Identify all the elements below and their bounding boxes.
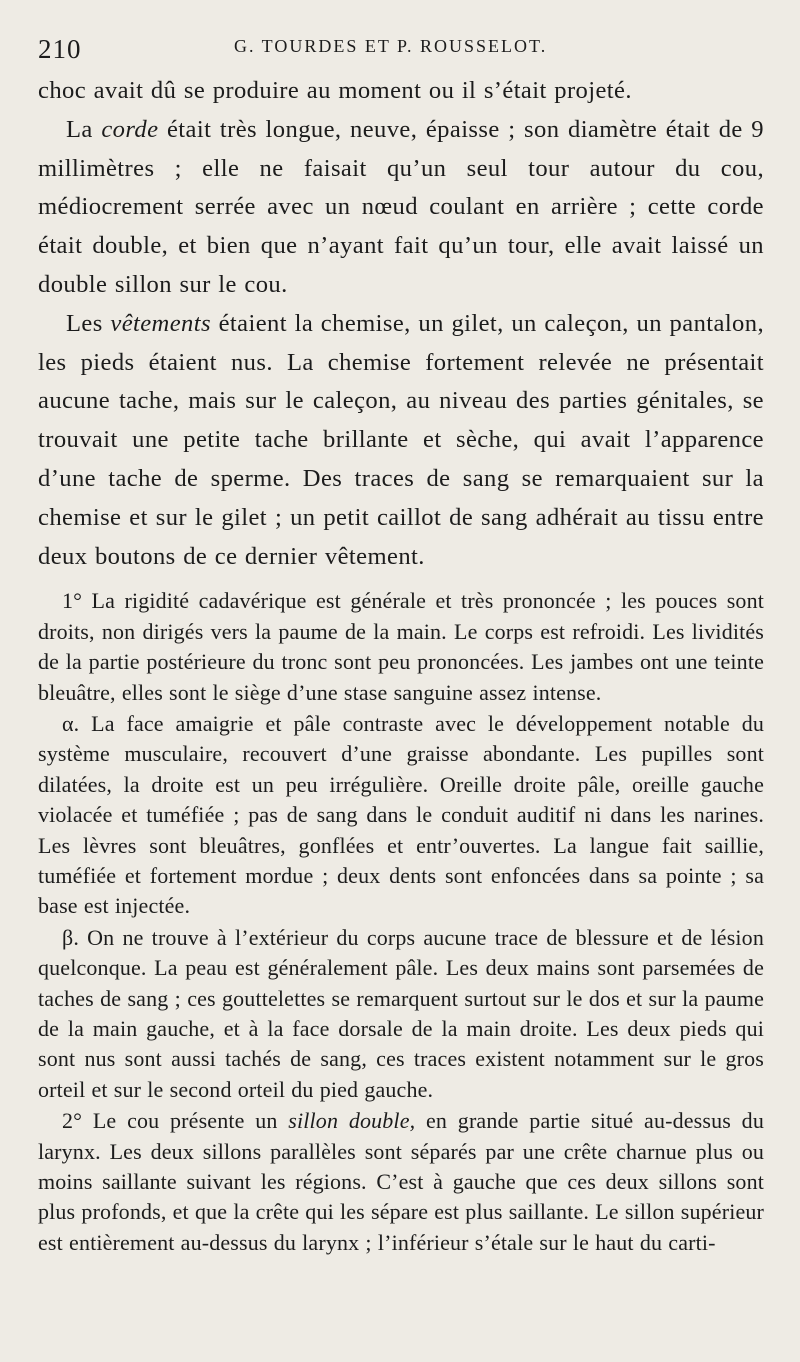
italic-term: vêtements bbox=[110, 309, 211, 337]
page-header bbox=[38, 28, 764, 72]
small-text-block bbox=[38, 586, 764, 1258]
paragraph-alpha: α. La face amaigrie et pâle contraste avec le développement notable du système musculaire, recouvert d’une graisse abondante. Les pupilles sont dilatées, la droite est un peu irrégulière. Oreille droite pâle, oreille gauche violacée et tuméfiée ; pas de sang dans le conduit auditif ni dans les narines. Les lèvres sont bleuâtres, gonflées et entr’ouvertes. La langue fait saillie, tuméfiée et fortement mordue ; deux dents sont enfoncées dans sa pointe ; sa base est injectée. bbox=[38, 710, 764, 919]
running-head: G. TOURDES ET P. ROUSSELOT. bbox=[234, 36, 548, 56]
text: La bbox=[66, 115, 102, 143]
text: Les bbox=[66, 309, 111, 337]
paragraph-cou bbox=[38, 1106, 764, 1258]
text: étaient la chemise, un gilet, un caleçon, un pantalon, les pieds étaient nus. La chemise fortement relevée ne présentait aucune tache, mais sur le caleçon, au niveau des parties génitales, se trouvait une petite tache brillante et sèche, qui avait l’apparence d’une tache de sperme. Des traces de sang se remarquaient sur la chemise et sur le gilet ; un petit caillot de sang adhérait au tissu entre deux boutons de ce dernier vêtement. bbox=[38, 309, 764, 570]
text: en grande partie situé au-dessus du larynx. Les deux sillons parallèles sont séparés par une crête charnue plus ou moins saillante suivant les régions. C’est à gauche que ces deux sillons sont plus profonds, et que la crête qui les sépare est plus saillante. Le sillon supérieur est entièrement au-dessus du larynx ; l’inférieur s’étale sur le haut du carti- bbox=[38, 1108, 764, 1255]
text: était très longue, neuve, épaisse ; son diamètre était de 9 millimètres ; elle ne faisait qu’un seul tour autour du cou, médiocrement serrée avec un nœud coulant en arrière ; cette corde était double, et bien que n’ayant fait qu’un tour, elle avait laissé un double sillon sur le cou. bbox=[38, 115, 764, 298]
italic-term: sillon double, bbox=[288, 1108, 416, 1134]
paragraph-continuation bbox=[38, 72, 764, 111]
paragraph-beta: β. On ne trouve à l’extérieur du corps aucune trace de blessure et de lésion quelconque. La peau est généralement pâle. Les deux mains sont parsemées de taches de sang ; ces gouttelettes se remarquent surtout sur le dos et sur la paume de la main gauche, et à la face dorsale de la main droite. Les deux pieds qui sont nus sont aussi tachés de sang, ces traces existent notamment sur le gros orteil et sur le second orteil du pied gauche. bbox=[38, 924, 764, 1102]
text: 2° Le cou présente un bbox=[62, 1108, 289, 1134]
page-number: 210 bbox=[38, 34, 82, 64]
paragraph-rigidite: 1° La rigidité cadavérique est générale et très prononcée ; les pouces sont droits, non dirigés vers la paume de la main. Le corps est refroidi. Les lividités de la partie postérieure du tronc sont peu prononcées. Les jambes ont une teinte bleuâtre, elles sont le siège d’une stase sanguine assez intense. bbox=[38, 588, 764, 705]
italic-term: corde bbox=[101, 115, 159, 143]
paragraph-vetements bbox=[38, 305, 764, 577]
paragraph-corde bbox=[38, 111, 764, 305]
main-text-block bbox=[38, 72, 764, 576]
text: choc avait dû se produire au moment ou il s’était projeté. bbox=[38, 77, 632, 104]
